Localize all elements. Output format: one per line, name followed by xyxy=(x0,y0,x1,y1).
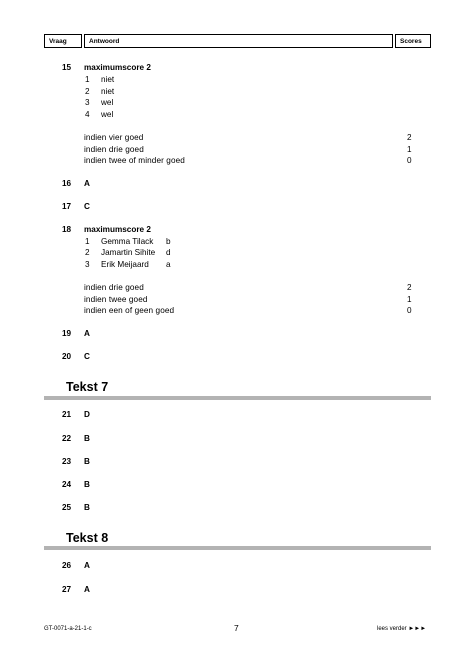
question-number: 27 xyxy=(62,585,72,594)
answer: B xyxy=(84,434,90,443)
answer: A xyxy=(84,561,90,570)
section-divider xyxy=(44,396,431,400)
question-number: 22 xyxy=(62,434,72,443)
header-antwoord: Antwoord xyxy=(84,34,393,48)
question-number: 20 xyxy=(62,352,72,361)
item-number: 1 xyxy=(85,237,90,246)
answer: B xyxy=(84,480,90,489)
item-number: 3 xyxy=(85,260,90,269)
scoring-points: 0 xyxy=(407,156,412,165)
scoring-rule: indien drie goed xyxy=(84,283,144,292)
answer: B xyxy=(84,503,90,512)
scoring-rule: indien drie goed xyxy=(84,145,144,154)
scoring-rule: indien twee goed xyxy=(84,295,148,304)
answer: A xyxy=(84,329,90,338)
question-number: 23 xyxy=(62,457,72,466)
question-number: 26 xyxy=(62,561,72,570)
item-number: 3 xyxy=(85,98,90,107)
item-value: wel xyxy=(101,98,114,107)
item-number: 2 xyxy=(85,248,90,257)
section-title: Tekst 8 xyxy=(66,531,109,545)
item-letter: b xyxy=(166,237,171,246)
question-number: 21 xyxy=(62,410,72,419)
answer: C xyxy=(84,202,90,211)
answer: C xyxy=(84,352,90,361)
document-code: GT-0071-a-21-1-c xyxy=(44,626,92,632)
answer: B xyxy=(84,457,90,466)
section-divider xyxy=(44,546,431,550)
question-number: 15 xyxy=(62,63,72,72)
question-number: 25 xyxy=(62,503,72,512)
scoring-points: 1 xyxy=(407,295,412,304)
answer: D xyxy=(84,410,90,419)
item-value: Jamartin Sihite xyxy=(101,248,156,257)
item-number: 4 xyxy=(85,110,90,119)
item-value: Erik Meijaard xyxy=(101,260,149,269)
scoring-points: 0 xyxy=(407,306,412,315)
question-number: 16 xyxy=(62,179,72,188)
continue-note: lees verder ►►► xyxy=(377,626,427,632)
answer: A xyxy=(84,585,90,594)
answer: A xyxy=(84,179,90,188)
question-number: 17 xyxy=(62,202,72,211)
item-value: wel xyxy=(101,110,114,119)
item-letter: d xyxy=(166,248,171,257)
question-number: 24 xyxy=(62,480,72,489)
item-letter: a xyxy=(166,260,171,269)
header-scores: Scores xyxy=(395,34,431,48)
page-number: 7 xyxy=(234,623,239,633)
max-score: maximumscore 2 xyxy=(84,225,151,234)
scoring-rule: indien een of geen goed xyxy=(84,306,175,315)
scoring-points: 2 xyxy=(407,283,412,292)
scoring-points: 2 xyxy=(407,133,412,142)
item-value: Gemma Tilack xyxy=(101,237,154,246)
header-vraag: Vraag xyxy=(44,34,82,48)
item-number: 1 xyxy=(85,75,90,84)
scoring-rule: indien twee of minder goed xyxy=(84,156,185,165)
question-number: 18 xyxy=(62,225,72,234)
section-title: Tekst 7 xyxy=(66,380,109,394)
item-value: niet xyxy=(101,87,115,96)
max-score: maximumscore 2 xyxy=(84,63,151,72)
item-value: niet xyxy=(101,75,115,84)
item-number: 2 xyxy=(85,87,90,96)
scoring-points: 1 xyxy=(407,145,412,154)
question-number: 19 xyxy=(62,329,72,338)
scoring-rule: indien vier goed xyxy=(84,133,144,142)
